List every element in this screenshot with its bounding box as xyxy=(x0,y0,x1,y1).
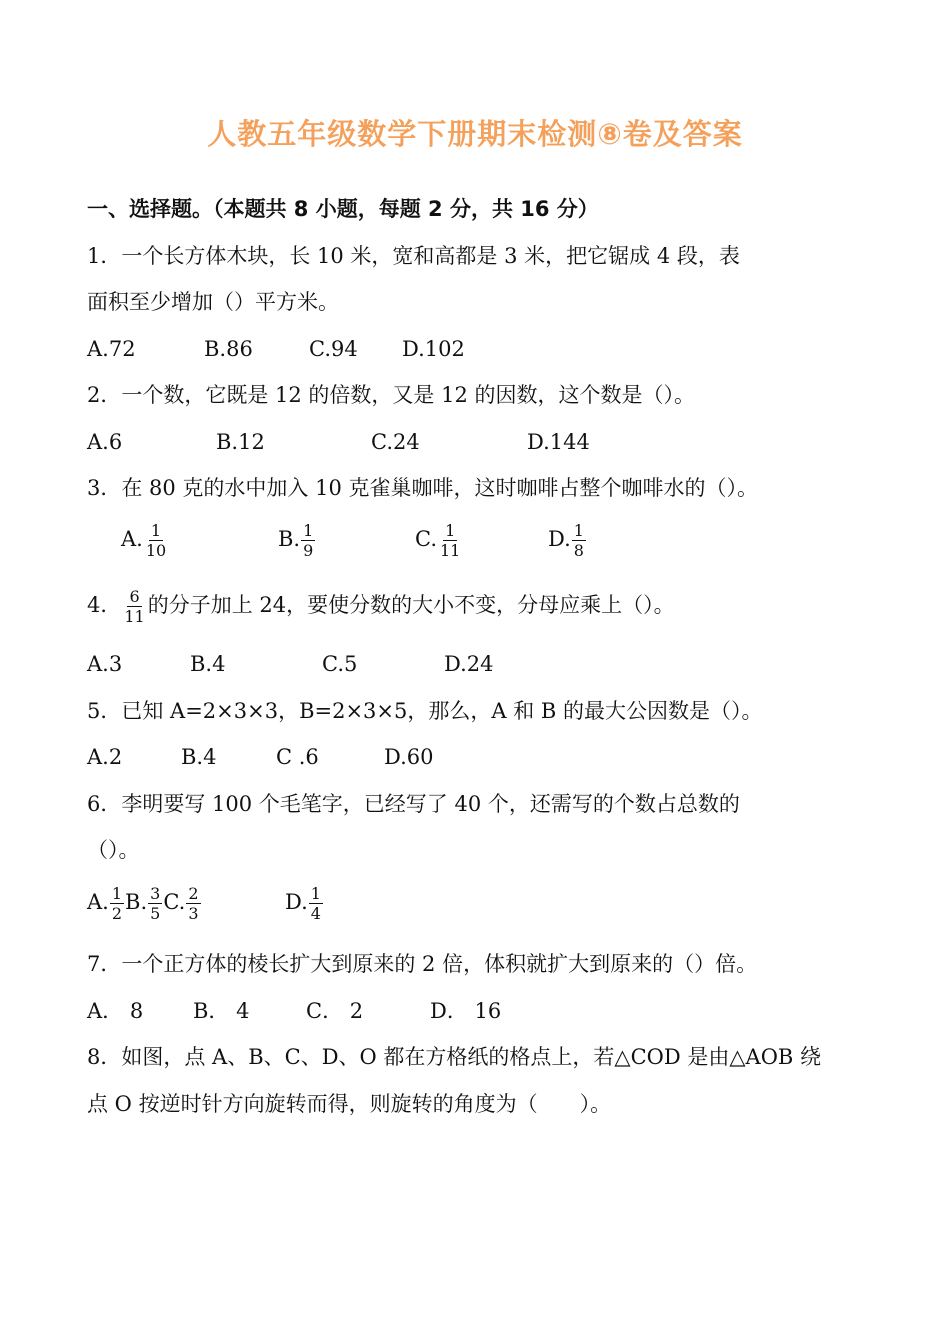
q3-option-c xyxy=(415,521,463,560)
q6-option-d-label: D. xyxy=(285,890,308,914)
question-1-line-2: 面积至少增加（）平方米。 xyxy=(87,290,339,314)
numerator: 1 xyxy=(310,884,321,903)
q6-option-b-fraction xyxy=(148,884,162,923)
denominator: 10 xyxy=(145,541,167,560)
numerator: 1 xyxy=(573,521,584,540)
page-title: 人教五年级数学下册期末检测⑧卷及答案 xyxy=(207,117,743,151)
denominator: 2 xyxy=(111,904,123,923)
q5-option-d: D.60 xyxy=(384,745,434,769)
q4-option-d: D.24 xyxy=(444,652,494,676)
q3-option-d-label: D. xyxy=(548,527,571,551)
q6-option-c-label: C. xyxy=(163,890,186,914)
question-1-line-1: 1．一个长方体木块，长 10 米，宽和高都是 3 米，把它锯成 4 段，表 xyxy=(87,244,740,268)
numerator: 1 xyxy=(303,521,314,540)
q3-option-b-label: B. xyxy=(278,527,301,551)
q6-option-d xyxy=(285,884,324,923)
section-heading: 一、选择题。（本题共 8 小题，每题 2 分，共 16 分） xyxy=(87,197,599,221)
q6-option-d-fraction xyxy=(309,884,323,923)
q3-option-d xyxy=(548,521,587,560)
numerator: 3 xyxy=(150,884,161,903)
numerator: 1 xyxy=(111,884,123,903)
q1-option-d: D.102 xyxy=(402,337,465,361)
question-4-line-1 xyxy=(87,587,675,626)
numerator: 1 xyxy=(445,521,456,540)
question-3-line-1: 3．在 80 克的水中加入 10 克雀巢咖啡，这时咖啡占整个咖啡水的（）。 xyxy=(87,476,759,500)
question-8-line-2: 点 O 按逆时针方向旋转而得，则旋转的角度为（ ）。 xyxy=(87,1092,612,1116)
numerator: 6 xyxy=(129,587,140,606)
q3-option-b xyxy=(278,521,316,560)
denominator: 3 xyxy=(188,904,199,923)
q3-option-d-fraction xyxy=(572,521,586,560)
q4-option-b: B.4 xyxy=(190,652,226,676)
denominator: 11 xyxy=(124,607,145,626)
q4-option-c: C.5 xyxy=(322,652,358,676)
denominator: 5 xyxy=(150,904,161,923)
question-2-line-1: 2．一个数，它既是 12 的倍数，又是 12 的因数，这个数是（）。 xyxy=(87,383,696,407)
question-8-line-1: 8．如图，点 A、B、C、D、O 都在方格纸的格点上，若△COD 是由△AOB 绕 xyxy=(87,1045,822,1069)
q4-option-a: A.3 xyxy=(87,652,123,676)
question-6-line-1: 6．李明要写 100 个毛笔字，已经写了 40 个，还需写的个数占总数的 xyxy=(87,792,740,816)
q6-options xyxy=(87,884,202,923)
question-7-line-1: 7．一个正方体的棱长扩大到原来的 2 倍，体积就扩大到原来的（）倍。 xyxy=(87,952,758,976)
q7-option-c: C． 2 xyxy=(306,999,364,1023)
q1-option-b: B.86 xyxy=(204,337,253,361)
question-6-line-2: （）。 xyxy=(87,838,140,862)
denominator: 9 xyxy=(303,541,314,560)
q7-option-d: D． 16 xyxy=(430,999,502,1023)
q3-option-c-label: C. xyxy=(415,527,437,551)
q4-number: 4． xyxy=(87,593,122,617)
q2-option-b: B.12 xyxy=(216,430,265,454)
q2-option-d: D.144 xyxy=(527,430,590,454)
q4-fraction xyxy=(122,587,146,626)
q3-option-b-fraction xyxy=(301,521,315,560)
q6-option-c-fraction xyxy=(186,884,200,923)
q4-text: 的分子加上 24，要使分数的大小不变，分母应乘上（）。 xyxy=(147,593,675,617)
q1-option-c: C.94 xyxy=(309,337,358,361)
denominator: 11 xyxy=(440,541,461,560)
q1-option-a: A.72 xyxy=(87,337,136,361)
denominator: 4 xyxy=(310,904,321,923)
q3-option-a-label: A. xyxy=(121,527,143,551)
q2-option-a: A.6 xyxy=(87,430,123,454)
q6-option-b-label: B. xyxy=(125,890,148,914)
q3-option-c-fraction xyxy=(438,521,462,560)
q3-option-a xyxy=(121,521,169,560)
numerator: 1 xyxy=(150,521,162,540)
q6-option-a-label: A. xyxy=(87,890,109,914)
q5-option-a: A.2 xyxy=(87,745,123,769)
q5-option-b: B.4 xyxy=(181,745,217,769)
q6-option-a-fraction xyxy=(110,884,124,923)
q2-option-c: C.24 xyxy=(371,430,420,454)
q7-option-b: B． 4 xyxy=(193,999,250,1023)
denominator: 8 xyxy=(573,541,584,560)
q3-option-a-fraction xyxy=(144,521,168,560)
q5-option-c: C .6 xyxy=(276,745,319,769)
question-5-line-1: 5．已知 A=2×3×3，B=2×3×5，那么，A 和 B 的最大公因数是（）。 xyxy=(87,699,763,723)
numerator: 2 xyxy=(188,884,199,903)
q7-option-a: A． 8 xyxy=(87,999,144,1023)
